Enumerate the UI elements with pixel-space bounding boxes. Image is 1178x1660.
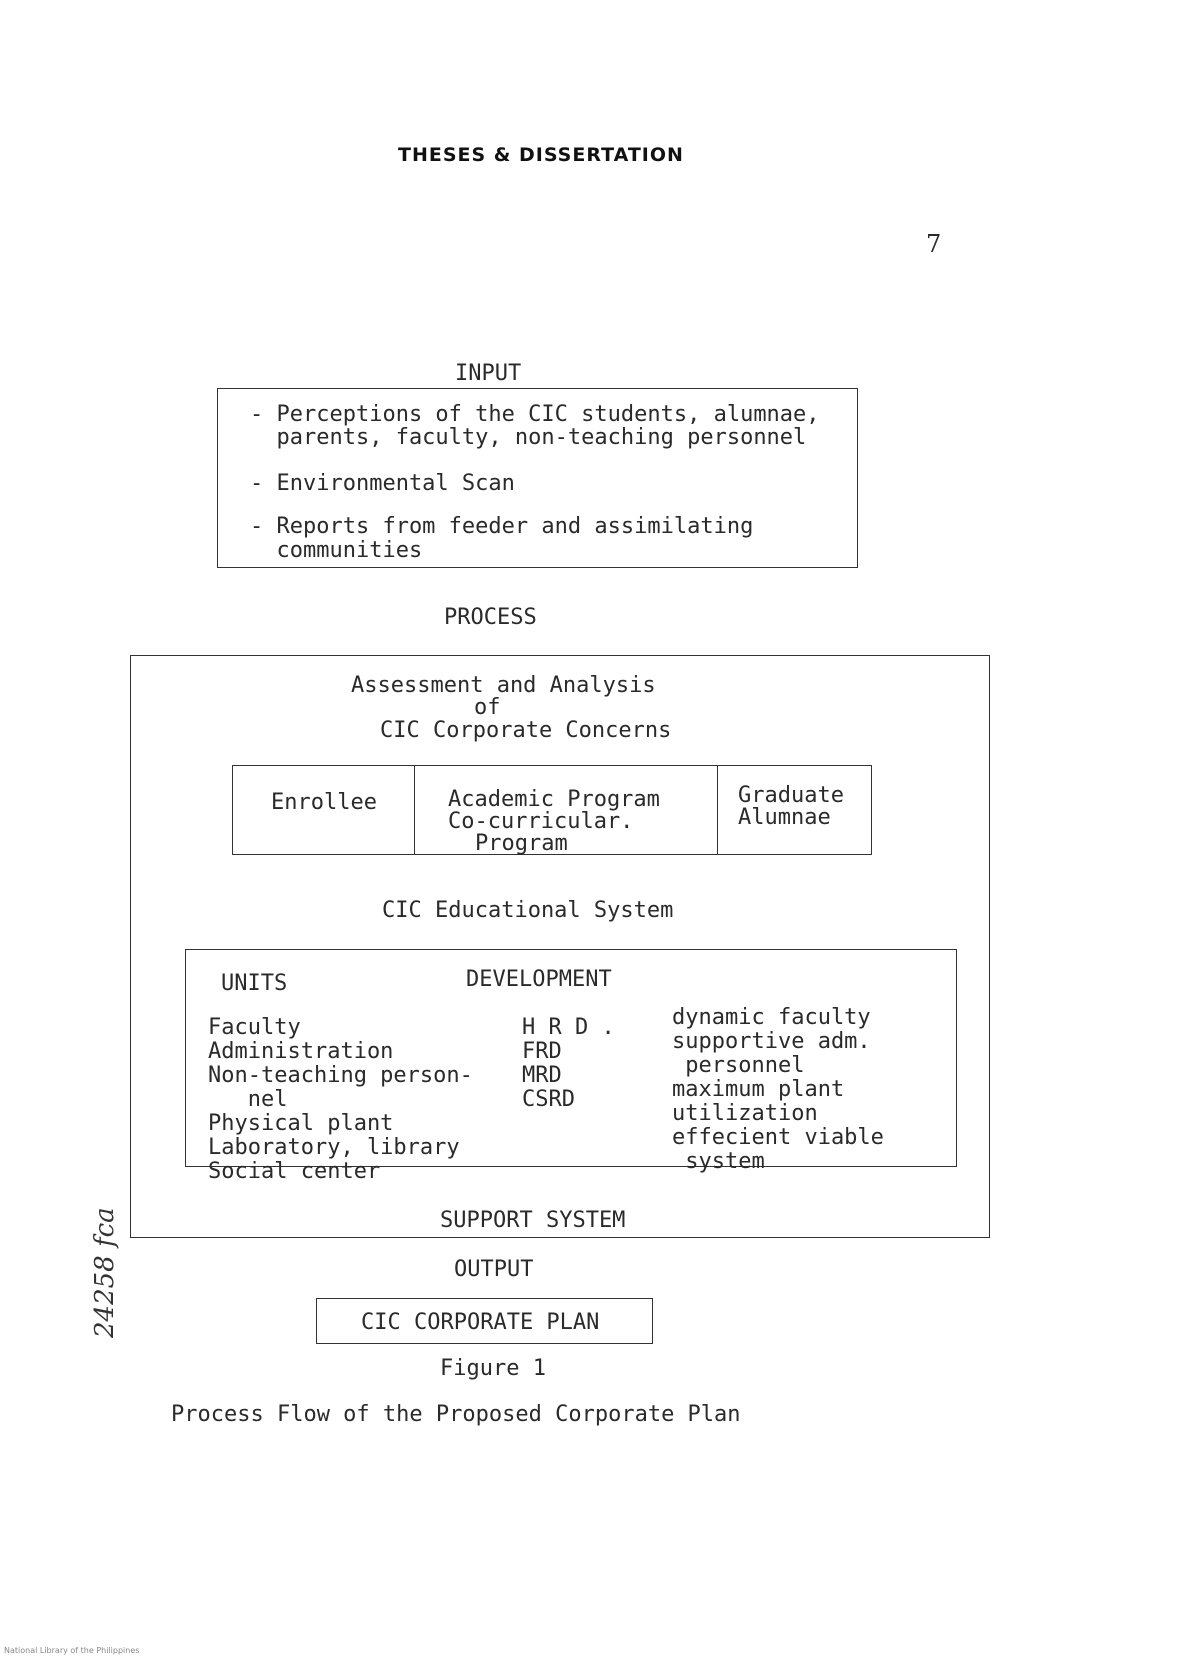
figure-caption: Process Flow of the Proposed Corporate Plan — [171, 1402, 741, 1427]
handwritten-margin-note: 24258 fca — [90, 1207, 120, 1338]
input-item-perceptions-line1: - Perceptions of the CIC students, alumnae, — [250, 402, 820, 427]
concern-academic-line3: Program — [475, 831, 568, 856]
outcome-personnel: personnel — [672, 1053, 805, 1078]
concern-graduate-line2: Alumnae — [738, 805, 831, 830]
concerns-divider — [717, 766, 718, 854]
support-system-label: SUPPORT SYSTEM — [440, 1208, 626, 1233]
development-header: DEVELOPMENT — [466, 967, 612, 992]
development-csrd: CSRD — [522, 1087, 575, 1112]
outcome-dynamic-faculty: dynamic faculty — [672, 1005, 871, 1030]
concern-graduate-line1: Graduate — [738, 783, 844, 808]
assessment-title-line2: of — [474, 695, 501, 720]
output-box — [316, 1298, 653, 1344]
development-mrd: MRD — [522, 1063, 562, 1088]
assessment-title-line3: CIC Corporate Concerns — [380, 718, 672, 743]
output-label: OUTPUT — [454, 1257, 534, 1282]
process-label: PROCESS — [444, 605, 537, 630]
collection-stamp: THESES & DISSERTATION — [398, 144, 684, 166]
footer-text: National Library of the Philippines — [4, 1646, 140, 1655]
input-item-perceptions-line2: parents, faculty, non-teaching personnel — [250, 425, 807, 450]
development-hrd: H R D . — [522, 1015, 615, 1040]
assessment-title-line1: Assessment and Analysis — [351, 673, 656, 698]
concern-enrollee: Enrollee — [271, 790, 377, 815]
outcome-maximum-plant: maximum plant — [672, 1077, 845, 1102]
output-corporate-plan: CIC CORPORATE PLAN — [361, 1310, 600, 1335]
unit-physical-plant: Physical plant — [208, 1111, 394, 1136]
outcome-system: system — [672, 1149, 765, 1174]
outcome-effecient-viable: effecient viable — [672, 1125, 884, 1150]
concerns-divider — [414, 766, 415, 854]
units-header: UNITS — [221, 971, 288, 996]
unit-faculty: Faculty — [208, 1015, 301, 1040]
input-item-environmental-scan: - Environmental Scan — [250, 471, 515, 496]
unit-social-center: Social center — [208, 1159, 381, 1184]
concern-academic-line1: Academic Program — [448, 787, 660, 812]
corporate-concerns-table — [232, 765, 872, 855]
units-column — [208, 1016, 473, 1184]
page-number: 7 — [926, 230, 942, 258]
process-box — [130, 655, 990, 1238]
development-frd: FRD — [522, 1039, 562, 1064]
educational-system-label: CIC Educational System — [382, 898, 674, 923]
unit-laboratory-library: Laboratory, library — [208, 1135, 460, 1160]
input-label: INPUT — [455, 361, 522, 386]
input-item-reports-line2: communities — [250, 538, 423, 563]
development-column — [522, 1016, 615, 1112]
educational-system-table — [185, 949, 957, 1184]
outcome-utilization: utilization — [672, 1101, 818, 1126]
input-box — [217, 388, 858, 568]
input-item-reports-line1: - Reports from feeder and assimilating — [250, 514, 754, 539]
figure-label: Figure 1 — [440, 1356, 546, 1381]
unit-administration: Administration — [208, 1039, 394, 1064]
unit-non-teaching-line1: Non-teaching person- — [208, 1063, 473, 1088]
outcome-supportive-adm: supportive adm. — [672, 1029, 871, 1054]
unit-non-teaching-line2: nel — [208, 1087, 288, 1112]
concern-academic-line2: Co-curricular. — [448, 809, 634, 834]
outcomes-column — [672, 1006, 884, 1174]
